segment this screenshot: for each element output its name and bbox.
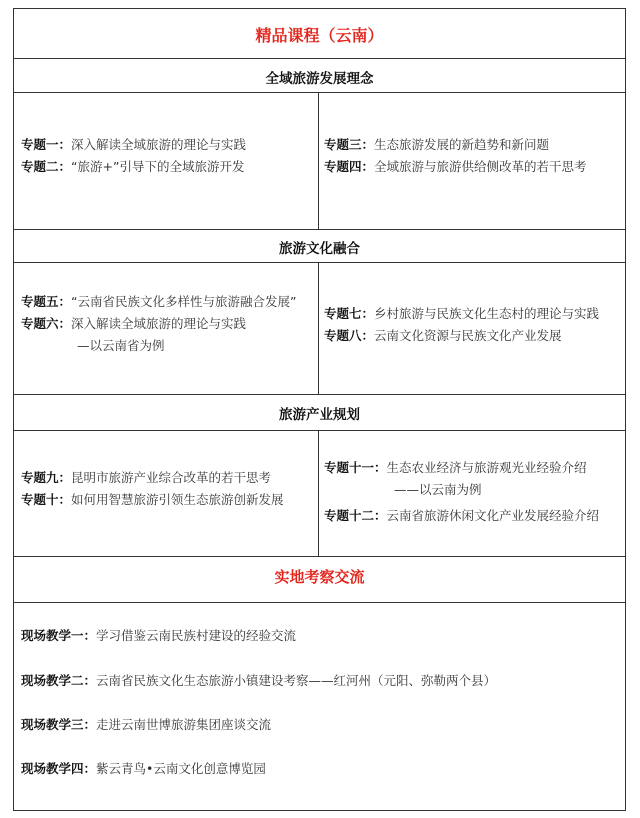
- section-right-list: [324, 135, 587, 177]
- field-label: 现场教学一：: [21, 628, 97, 643]
- section-right-list: [324, 304, 599, 346]
- section-heading: 旅游产业规划: [279, 407, 360, 423]
- field-item: [21, 626, 296, 644]
- section-left-list: [21, 468, 284, 510]
- divider: [14, 58, 625, 59]
- topic-text: 深入解读全域旅游的理论与实践: [71, 137, 247, 152]
- divider: [14, 262, 625, 263]
- section-right-list: [324, 458, 599, 526]
- field-item: [21, 715, 271, 733]
- divider: [14, 602, 625, 603]
- topic-text: 全域旅游与旅游供给侧改革的若干思考: [374, 159, 587, 174]
- column-divider: [318, 430, 319, 556]
- column-divider: [318, 92, 319, 229]
- field-study-title: 实地考察交流: [274, 568, 365, 586]
- divider: [14, 394, 625, 395]
- field-text: 云南省民族文化生态旅游小镇建设考察——红河州（元阳、弥勒两个县）: [96, 673, 497, 688]
- topic-item: [21, 157, 246, 177]
- topic-text: “旅游+”引导下的全域旅游开发: [71, 159, 245, 174]
- field-item: [21, 671, 496, 689]
- field-label: 现场教学三：: [21, 717, 97, 732]
- topic-label: 专题九：: [21, 470, 72, 485]
- topic-label: 专题十：: [21, 492, 72, 507]
- topic-subtitle: ——以云南为例: [394, 482, 482, 497]
- topic-text: “云南省民族文化多样性与旅游融合发展”: [71, 294, 297, 309]
- topic-item: [21, 468, 284, 488]
- page-title: 精品课程（云南）: [255, 26, 384, 45]
- divider: [14, 430, 625, 431]
- topic-item: [21, 490, 284, 510]
- divider: [14, 556, 625, 557]
- topic-text: 生态旅游发展的新趋势和新问题: [374, 137, 550, 152]
- column-divider: [318, 262, 319, 394]
- topic-label: 专题二：: [21, 159, 72, 174]
- topic-item: [21, 314, 296, 334]
- field-item: [21, 759, 266, 777]
- topic-text: 云南文化资源与民族文化产业发展: [374, 328, 562, 343]
- topic-text: 云南省旅游休闲文化产业发展经验介绍: [386, 508, 600, 523]
- topic-text: 深入解读全域旅游的理论与实践: [71, 316, 247, 331]
- topic-label: 专题七：: [324, 306, 375, 321]
- topic-text: 如何用智慧旅游引领生态旅游创新发展: [71, 492, 284, 507]
- topic-label: 专题六：: [21, 316, 72, 331]
- topic-label: 专题三：: [324, 137, 375, 152]
- topic-text: 乡村旅游与民族文化生态村的理论与实践: [374, 306, 600, 321]
- section-heading: 旅游文化融合: [279, 241, 360, 257]
- topic-item: [324, 135, 587, 155]
- section-left-list: [21, 292, 296, 356]
- field-label: 现场教学四：: [21, 761, 97, 776]
- topic-item: [21, 292, 296, 312]
- topic-subtitle: —以云南省为例: [77, 338, 165, 353]
- section-heading: 全域旅游发展理念: [265, 71, 374, 87]
- topic-text: 生态农业经济与旅游观光业经验介绍: [386, 460, 587, 475]
- divider: [14, 229, 625, 230]
- topic-label: 专题十二：: [324, 508, 387, 523]
- field-label: 现场教学二：: [21, 673, 97, 688]
- topic-label: 专题八：: [324, 328, 375, 343]
- topic-item: [324, 506, 599, 526]
- section-left-list: [21, 135, 246, 177]
- topic-label: 专题四：: [324, 159, 375, 174]
- topic-item: [324, 157, 587, 177]
- topic-label: 专题五：: [21, 294, 72, 309]
- course-table: [13, 8, 626, 811]
- field-text: 学习借鉴云南民族村建设的经验交流: [96, 628, 297, 643]
- topic-label: 专题十一：: [324, 460, 387, 475]
- field-text: 走进云南世博旅游集团座谈交流: [96, 717, 272, 732]
- topic-item: [324, 326, 599, 346]
- topic-item: [324, 458, 599, 478]
- topic-label: 专题一：: [21, 137, 72, 152]
- field-text: 紫云青鸟•云南文化创意博览园: [96, 761, 266, 776]
- topic-text: 昆明市旅游产业综合改革的若干思考: [71, 470, 272, 485]
- topic-item: [324, 304, 599, 324]
- divider: [14, 92, 625, 93]
- topic-item: [21, 135, 246, 155]
